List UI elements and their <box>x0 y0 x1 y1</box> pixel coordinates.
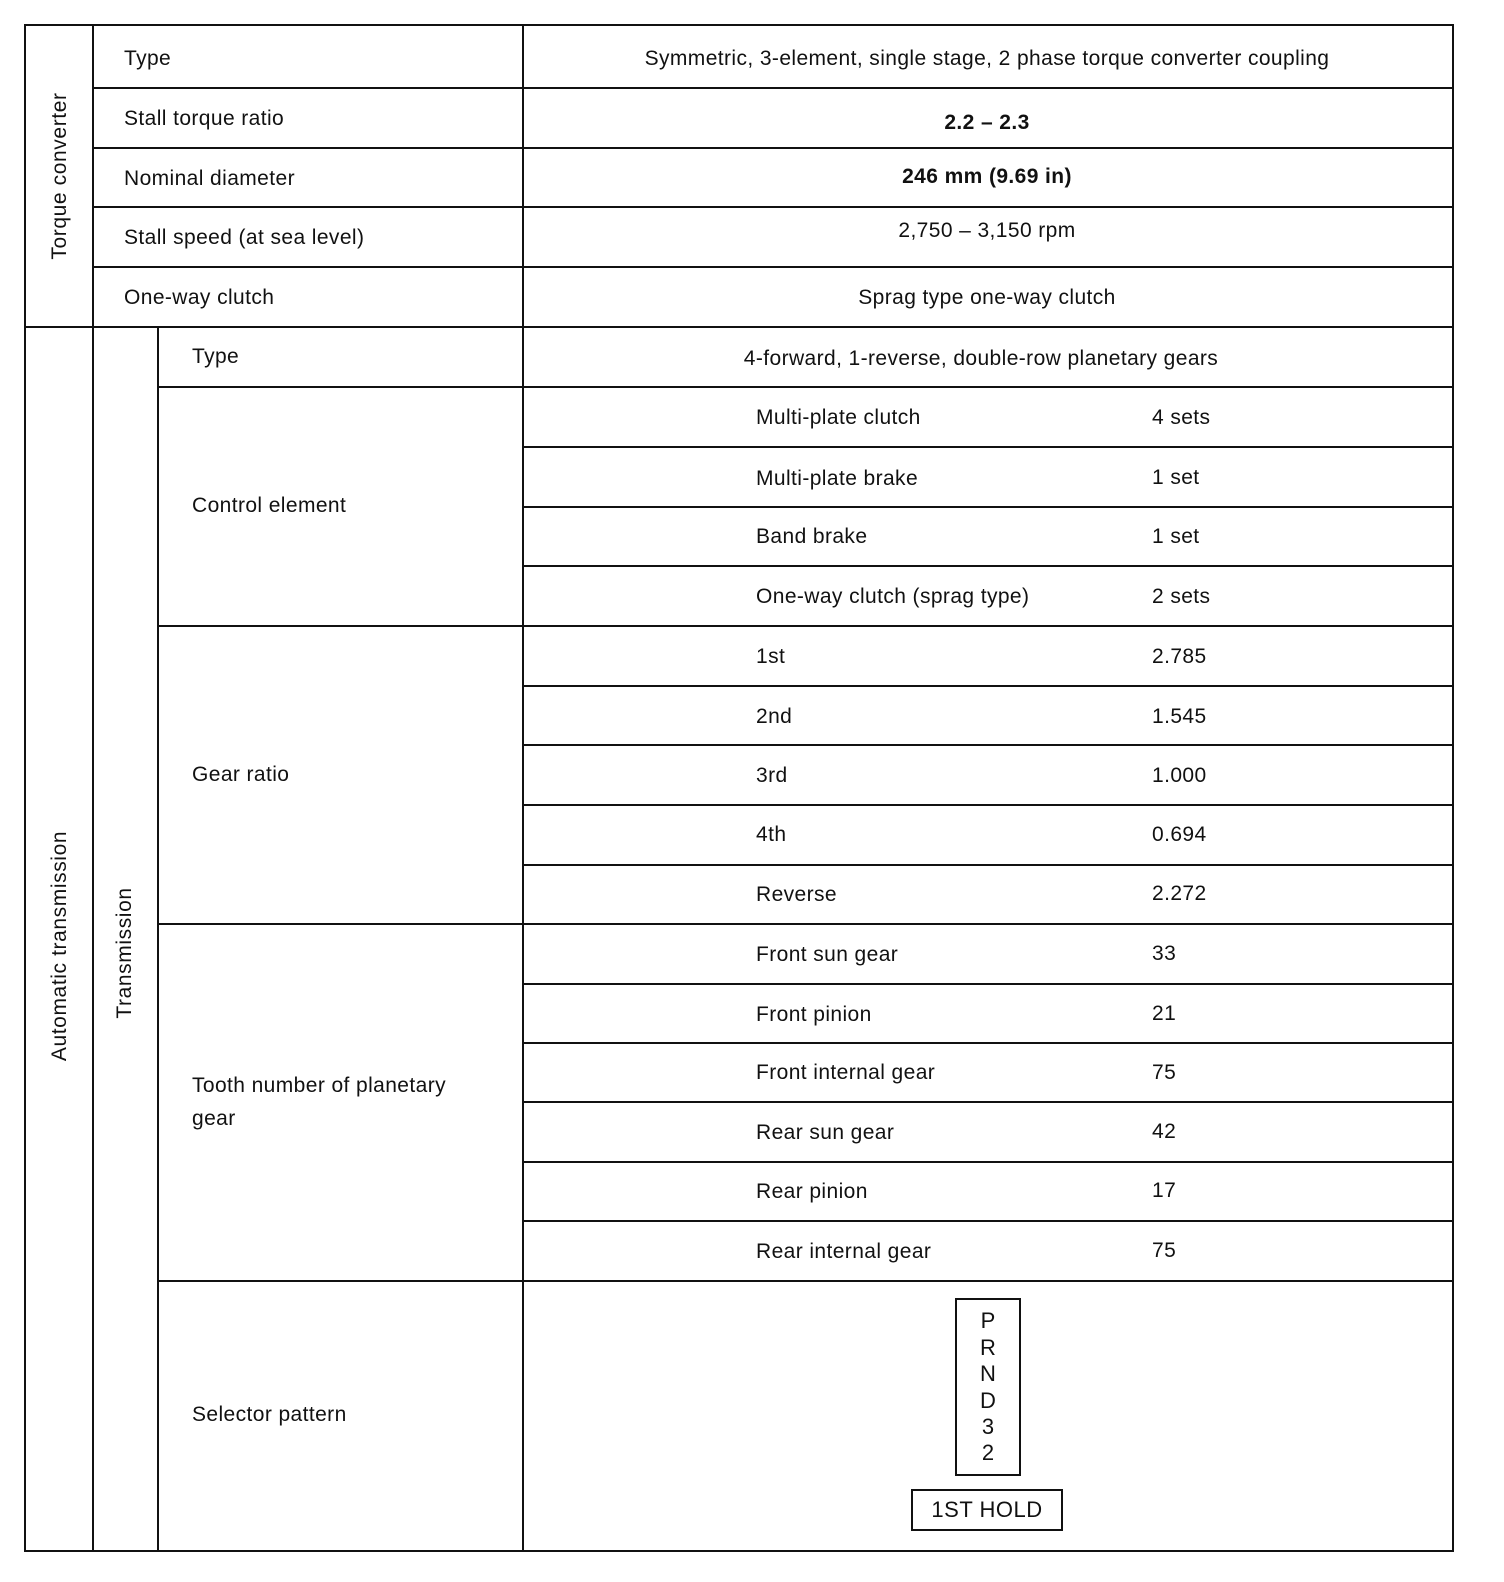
row-value: Symmetric, 3-element, single stage, 2 phase torque converter coupling <box>644 47 1330 70</box>
row-label: One-way clutch <box>124 286 275 309</box>
item-value: 4 sets <box>1152 406 1211 429</box>
divider <box>522 1220 1453 1222</box>
divider <box>522 864 1453 866</box>
divider <box>522 506 1453 508</box>
item-name: 3rd <box>756 764 788 787</box>
item-name: Reverse <box>756 883 837 906</box>
divider <box>522 983 1453 985</box>
divider <box>522 565 1453 567</box>
item-value: 2 sets <box>1152 585 1211 608</box>
selector-position: D <box>980 1388 996 1413</box>
divider <box>522 685 1453 687</box>
row-value: 246 mm (9.69 in) <box>902 165 1072 188</box>
divider <box>522 446 1453 448</box>
item-value: 33 <box>1152 942 1177 965</box>
selector-position: P <box>980 1308 996 1333</box>
item-name: Rear internal gear <box>756 1240 932 1263</box>
item-name: Rear sun gear <box>756 1121 895 1144</box>
row-label: Stall torque ratio <box>124 107 285 130</box>
row-value: 2.2 – 2.3 <box>944 111 1030 134</box>
item-value: 1 set <box>1152 525 1200 548</box>
row-label: Nominal diameter <box>124 167 295 190</box>
divider <box>157 327 159 1551</box>
item-value: 1.545 <box>1152 705 1207 728</box>
item-value: 1 set <box>1152 466 1200 489</box>
section-divider <box>25 326 1453 328</box>
item-value: 1.000 <box>1152 764 1207 787</box>
row-label: Stall speed (at sea level) <box>124 226 365 249</box>
item-value: 17 <box>1152 1179 1177 1202</box>
divider <box>92 206 1453 208</box>
divider <box>522 1101 1453 1103</box>
item-value: 42 <box>1152 1120 1177 1143</box>
item-value: 21 <box>1152 1002 1177 1025</box>
item-name: 4th <box>756 823 787 846</box>
item-name: Front sun gear <box>756 943 899 966</box>
divider <box>92 266 1453 268</box>
item-name: Front internal gear <box>756 1061 936 1084</box>
divider <box>92 87 1453 89</box>
group-label-tooth-number: Tooth number of planetary <box>192 1074 446 1097</box>
item-value: 2.272 <box>1152 882 1207 905</box>
selector-position: N <box>980 1361 996 1386</box>
selector-gate-diagram <box>955 1298 1021 1476</box>
divider <box>157 1280 1453 1282</box>
item-name: Band brake <box>756 525 868 548</box>
section-label-torque-converter: Torque converter <box>48 92 71 260</box>
divider <box>522 25 524 1551</box>
divider <box>92 147 1453 149</box>
group-label-gear-ratio: Gear ratio <box>192 763 290 786</box>
divider <box>92 25 94 1551</box>
group-label-tooth-number-cont: gear <box>192 1107 236 1130</box>
spec-table-frame <box>24 24 1454 1552</box>
row-value: 4-forward, 1-reverse, double-row planetary gears <box>743 347 1219 370</box>
item-name: 2nd <box>756 705 793 728</box>
item-name: Front pinion <box>756 1003 872 1026</box>
divider <box>157 625 1453 627</box>
selector-position: 3 <box>981 1414 995 1439</box>
item-name: One-way clutch (sprag type) <box>756 585 1030 608</box>
divider <box>157 923 1453 925</box>
group-label-selector-pattern: Selector pattern <box>192 1403 347 1426</box>
item-name: 1st <box>756 645 786 668</box>
row-label: Type <box>124 47 172 70</box>
item-value: 75 <box>1152 1061 1177 1084</box>
divider <box>522 1161 1453 1163</box>
section-label-automatic-transmission: Automatic transmission <box>48 830 71 1062</box>
item-value: 2.785 <box>1152 645 1207 668</box>
row-label: Type <box>192 345 240 368</box>
group-label-control-element: Control element <box>192 494 347 517</box>
item-name: Multi-plate brake <box>756 467 919 490</box>
divider <box>522 744 1453 746</box>
selector-position: 2 <box>981 1440 995 1465</box>
first-hold-button-label: 1ST HOLD <box>911 1489 1063 1531</box>
item-name: Rear pinion <box>756 1180 868 1203</box>
selector-position: R <box>980 1335 996 1360</box>
item-name: Multi-plate clutch <box>756 406 921 429</box>
row-value: Sprag type one-way clutch <box>858 286 1116 309</box>
divider <box>522 804 1453 806</box>
item-value: 0.694 <box>1152 823 1207 846</box>
item-value: 75 <box>1152 1239 1177 1262</box>
divider <box>157 386 1453 388</box>
divider <box>522 1042 1453 1044</box>
row-value: 2,750 – 3,150 rpm <box>898 219 1076 242</box>
section-label-transmission: Transmission <box>113 887 136 1019</box>
